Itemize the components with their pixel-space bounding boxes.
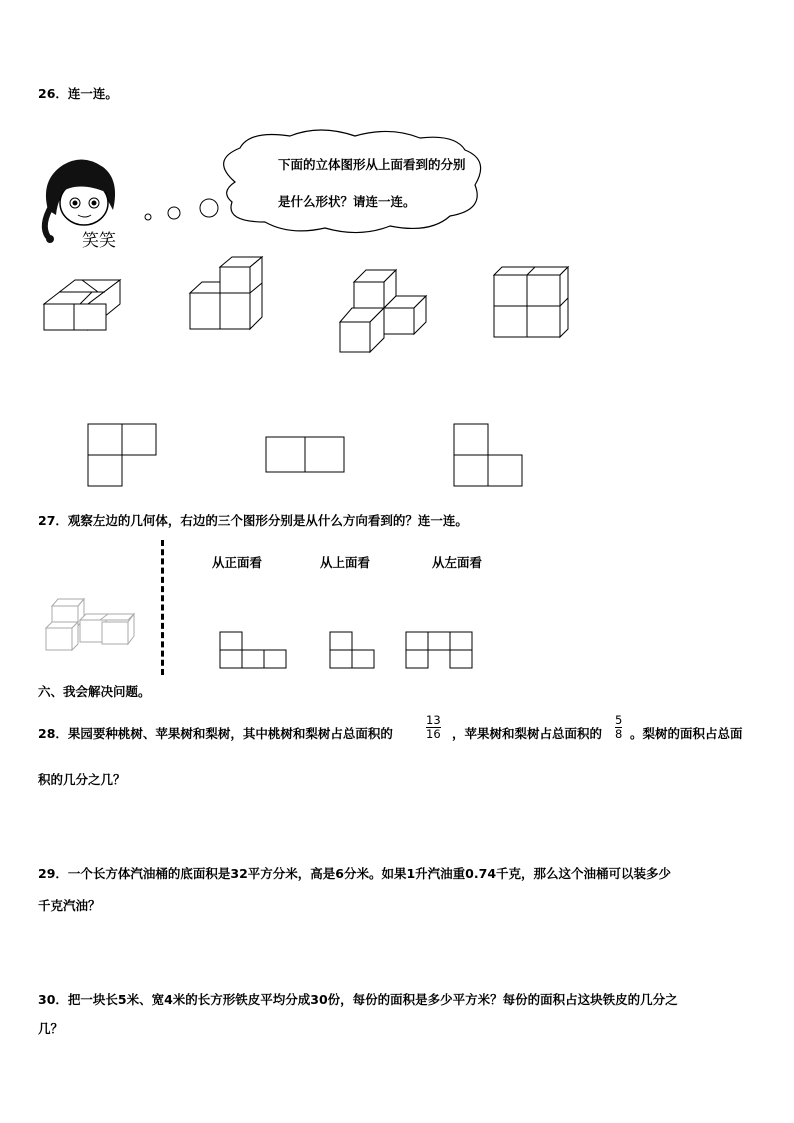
label-view-left: 从左面看	[432, 555, 483, 570]
view-shape-c	[404, 630, 476, 670]
q28-text-d: 积的几分之几？	[38, 772, 126, 787]
bubble-text-line2: 是什么形状？请连一连。	[278, 194, 416, 209]
q27-title: 27．观察左边的几何体，右边的三个图形分别是从什么方向看到的？连一连。	[38, 513, 468, 528]
q28-text-c: 。梨树的面积占总面	[630, 726, 743, 741]
label-view-front: 从正面看	[212, 555, 263, 570]
solid-figure-q27	[42, 596, 142, 656]
q29-line1: 29．一个长方体汽油桶的底面积是32平方分米，高是6分米。如果1升汽油重0.74千克，那么这个油桶可以装多少	[38, 866, 672, 881]
q30-line1: 30．把一块长5米、宽4米的长方形铁皮平均分成30份，每份的面积是多少平方米？每份的面积占这块铁皮的几分之	[38, 992, 678, 1007]
bubble-text-line1: 下面的立体图形从上面看到的分别	[278, 157, 466, 172]
character-label: 笑笑	[82, 231, 116, 251]
thought-bubble	[140, 130, 520, 240]
q29-line2: 千克汽油？	[38, 898, 101, 913]
solid-figure-2	[186, 255, 276, 335]
dashed-divider	[161, 540, 164, 675]
fraction-numerator: 5	[615, 713, 623, 727]
q28-text-b: ，苹果树和梨树占总面积的	[452, 726, 603, 741]
q30-line2: 几？	[38, 1021, 64, 1036]
solid-figure-4	[490, 265, 580, 345]
label-view-top: 从上面看	[320, 555, 371, 570]
top-view-shape-L	[86, 422, 166, 492]
fraction-denominator: 8	[615, 727, 623, 741]
top-view-shape-bar	[264, 435, 349, 475]
q26-title: 26．连一连。	[38, 86, 118, 101]
view-shape-b	[328, 630, 378, 670]
fraction-5-8	[615, 714, 622, 741]
fraction-13-16	[426, 714, 441, 741]
q28-text-a: 28．果园要种桃树、苹果树和梨树，其中桃树和梨树占总面积的	[38, 726, 393, 741]
solid-figure-1	[40, 272, 130, 332]
view-shape-a	[218, 630, 290, 670]
fraction-denominator: 16	[426, 727, 441, 741]
section-6-title: 六、我会解决问题。	[38, 684, 151, 699]
solid-figure-3	[336, 262, 436, 362]
top-view-shape-step	[452, 422, 527, 492]
fraction-numerator: 13	[426, 713, 441, 727]
